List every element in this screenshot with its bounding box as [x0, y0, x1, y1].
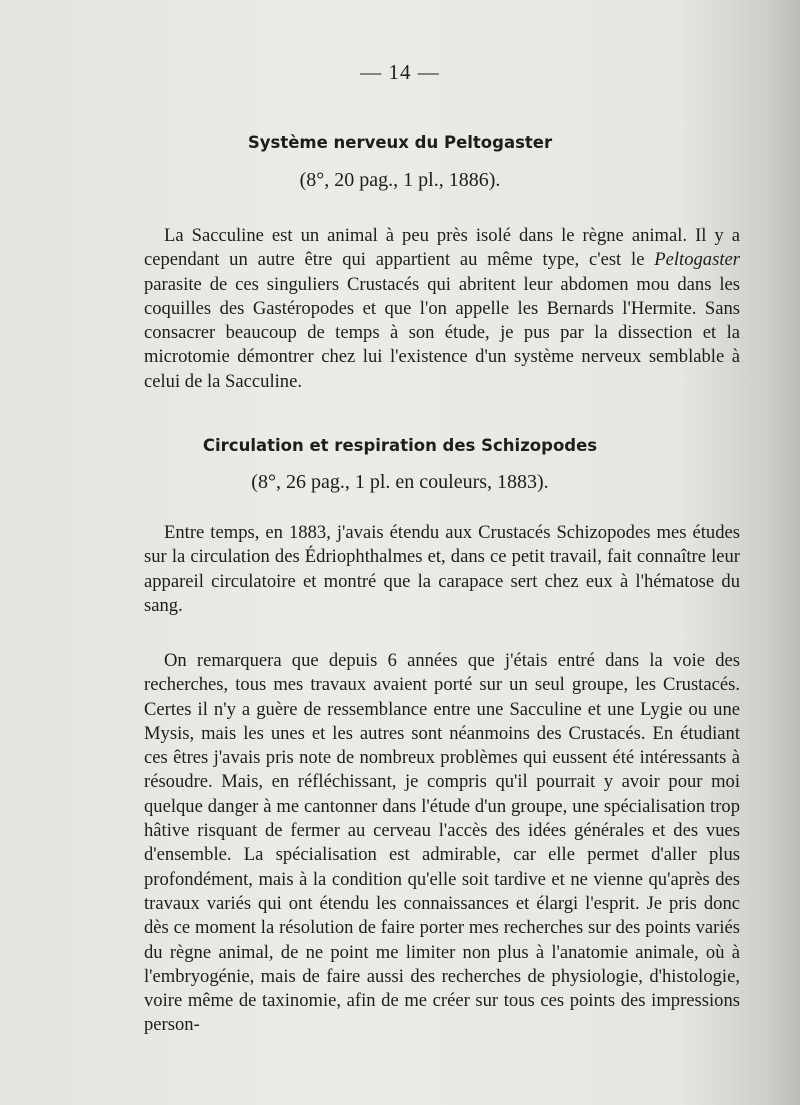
- section-title-schizopodes: Circulation et respiration des Schizopodes: [202, 436, 598, 455]
- section-title-peltogaster: Système nerveux du Peltogaster: [247, 133, 553, 152]
- section-meta-peltogaster: (8°, 20 pag., 1 pl., 1886).: [299, 169, 501, 191]
- paragraph-specialisation: On remarquera que depuis 6 années que j'étais entré dans la voie des recherches, tous mes travaux avaient porté sur un seul groupe, les Crustacés. Certes il n'y a guère de ressemblance entre une Sacculine et une Lygie ou une Mysis, mais les unes et les autres sont néanmoins des Crustacés. En étudiant ces êtres j'avais pris note de nombreux problèmes qui eussent été intéressants à résoudre. Mais, en réfléchissant, je compris qu'il pourrait y avoir pour moi quelque danger à me cantonner dans l'étude d'un groupe, une spécialisation trop hâtive risquant de fermer au cerveau l'accès des idées générales et des vues d'ensemble. La spécialisation est admirable, car elle permet d'aller plus profondément, mais à la condition qu'elle soit tardive et ne vienne qu'après des travaux variés qui ont étendu les connaissances et élargi l'esprit. Je pris donc dès ce moment la résolution de faire porter mes recherches sur des points variés du règne animal, de ne point me limiter non plus à l'anatomie animale, où à l'embryogénie, mais de faire aussi des recherches de physiologie, d'histologie, voire même de taxinomie, afin de me créer sur tous ces points des impressions person-: [144, 650, 740, 1036]
- section-meta-schizopodes: (8°, 26 pag., 1 pl. en couleurs, 1883).: [251, 471, 549, 493]
- paragraph-peltogaster: [144, 224, 740, 394]
- page-number: — 14 —: [360, 60, 440, 84]
- paragraph-text: parasite de ces singuliers Crustacés qui abritent leur abdomen mou dans les coquilles des Gastéropodes et que l'on appelle les Bernards l'Hermite. Sans consacrer beaucoup de temps à son étude, je pus par la dissection et la microtomie démontrer chez lui l'existence d'un système nerveux semblable à celui de la Sacculine.: [144, 273, 740, 392]
- italic-term: Peltogaster: [654, 249, 740, 271]
- paragraph-text: La Sacculine est un animal à peu près isolé dans le règne animal. Il y a cependant un autre être qui appartient au même type, c'est le: [144, 225, 740, 271]
- paragraph-schizopodes: Entre temps, en 1883, j'avais étendu aux Crustacés Schizopodes mes études sur la circulation des Édriophthalmes et, dans ce petit travail, fait connaître leur appareil circulatoire et montré que la carapace sert chez eux à l'hématose du sang.: [144, 522, 740, 616]
